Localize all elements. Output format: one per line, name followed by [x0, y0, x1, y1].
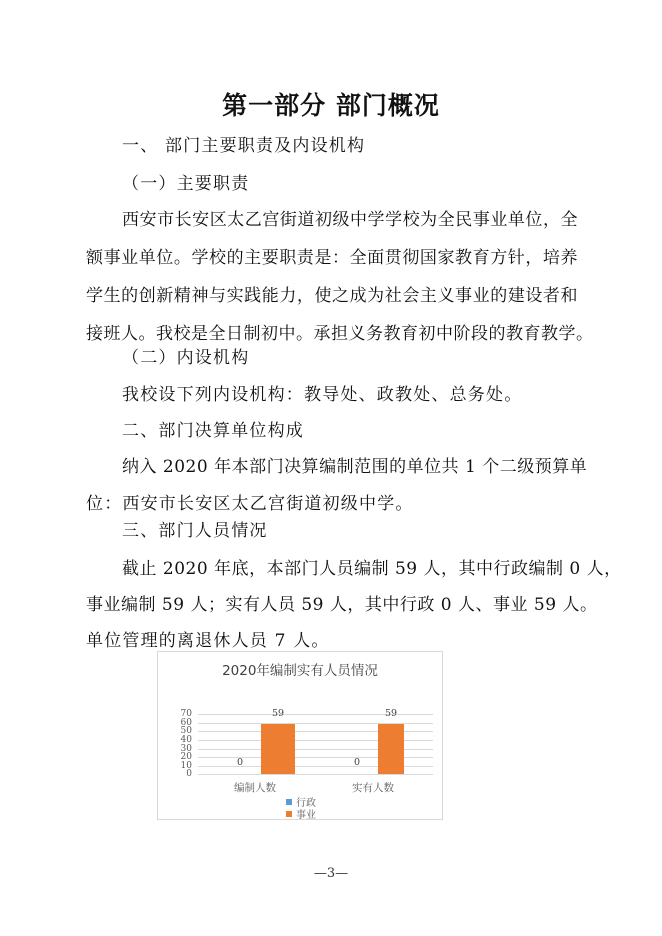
paragraph-line: 位：西安市长安区太乙宫街道初级中学。: [86, 494, 414, 514]
section-heading-1: 一、 部门主要职责及内设机构: [122, 136, 366, 156]
paragraph-line: 我校设下列内设机构：教导处、政教处、总务处。: [122, 385, 523, 405]
y-tick: 50: [180, 726, 192, 736]
section-heading-2: 二、部门决算单位构成: [122, 421, 304, 441]
y-tick: 30: [180, 743, 192, 754]
paragraph-line: 学生的创新精神与实践能力，使之成为社会主义事业的建设者和: [86, 286, 578, 306]
staffing-bar-chart: [157, 651, 443, 820]
paragraph-line: 西安市长安区太乙宫街道初级中学学校为全民事业单位，全: [122, 210, 578, 230]
legend-label: 事业: [296, 810, 316, 821]
legend-label: 行政: [296, 798, 316, 809]
page-title: 第一部分 部门概况: [222, 91, 440, 120]
chart-title: 2020年编制实有人员情况: [222, 663, 378, 679]
y-tick: 20: [180, 752, 192, 762]
y-tick: 10: [180, 760, 192, 771]
x-axis-line: [198, 774, 433, 775]
x-tick-label: 实有人数: [352, 782, 394, 794]
y-tick: 40: [180, 735, 192, 745]
legend-item-shiye: [286, 806, 316, 821]
subsection-heading-duties: （一）主要职责: [122, 174, 250, 194]
data-label: 59: [384, 708, 398, 719]
y-tick: 60: [180, 717, 192, 728]
paragraph-line: 接班人。我校是全日制初中。承担义务教育初中阶段的教育教学。: [86, 324, 594, 344]
y-tick: 0: [186, 769, 192, 779]
subsection-heading-structure: （二）内设机构: [122, 348, 250, 368]
x-tick-label: 编制人数: [234, 782, 276, 794]
bar-shiye-bianzhi: [261, 724, 295, 774]
paragraph-line: 额事业单位。学校的主要职责是：全面贯彻国家教育方针，培养: [86, 248, 578, 268]
paragraph-line: 单位管理的离退休人员 7 人。: [86, 631, 330, 651]
data-label: 0: [353, 757, 361, 768]
data-label: 0: [236, 757, 244, 768]
paragraph-line: 截止 2020 年底，本部门人员编制 59 人，其中行政编制 0 人，: [122, 559, 622, 579]
section-heading-3: 三、部门人员情况: [122, 521, 268, 541]
data-label: 59: [271, 708, 285, 719]
paragraph-line: 纳入 2020 年本部门决算编制范围的单位共 1 个二级预算单: [122, 457, 588, 477]
page-number: —3—: [313, 866, 349, 881]
bar-shiye-shiyou: [378, 724, 404, 774]
legend-swatch-icon: [286, 799, 292, 805]
y-tick: 70: [180, 709, 192, 719]
legend-swatch-icon: [286, 811, 292, 817]
paragraph-line: 事业编制 59 人；实有人员 59 人，其中行政 0 人、事业 59 人。: [86, 595, 598, 615]
